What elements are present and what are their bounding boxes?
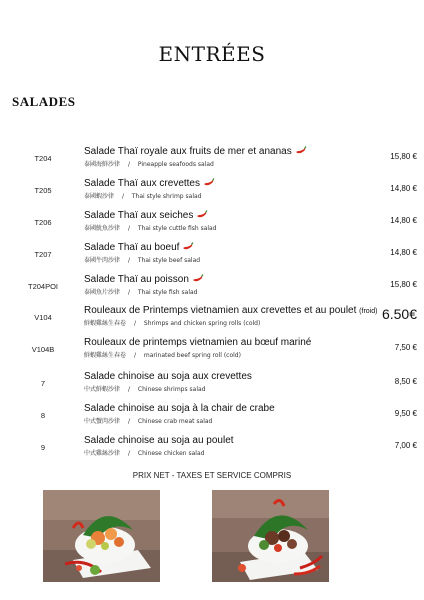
item-english-name: Thai style beef salad — [137, 257, 201, 264]
menu-item — [0, 305, 424, 335]
item-english-name: Pineapple seafoods salad — [137, 161, 214, 168]
item-subtitle — [84, 287, 197, 296]
item-code: T207 — [34, 250, 52, 259]
item-name-line — [84, 274, 204, 285]
dish-photo-left — [43, 490, 160, 582]
separator: / — [127, 450, 130, 457]
item-subtitle — [84, 416, 212, 425]
menu-item — [0, 371, 424, 401]
item-chinese-name: 中式鮮蝦沙律 — [84, 386, 121, 393]
menu-item — [0, 337, 424, 367]
item-subtitle — [84, 159, 214, 168]
item-name-line — [84, 178, 215, 189]
item-name: Salade chinoise au soja aux crevettes — [84, 371, 252, 382]
item-name: Rouleaux de Printemps vietnamien aux crevettes et au poulet — [84, 305, 357, 316]
item-chinese-name: 泰國蝦沙律 — [84, 193, 115, 200]
item-english-name: Chinese shrimps salad — [137, 386, 206, 393]
item-price: 7,00 € — [394, 441, 417, 450]
chili-icon — [203, 178, 215, 187]
item-chinese-name: 鮮蝦雞絲生春卷 — [84, 320, 127, 327]
item-english-name: Chinese chicken salad — [137, 450, 205, 457]
item-chinese-name: 鮮蝦雞絲生春卷 — [84, 352, 127, 359]
item-price: 14,80 € — [390, 248, 417, 257]
item-note: (froid) — [359, 308, 378, 315]
item-name: Rouleaux de printemps vietnamien au bœuf mariné — [84, 337, 312, 348]
item-code: 7 — [40, 379, 46, 388]
separator: / — [127, 418, 130, 425]
item-name: Salade Thaï royale aux fruits de mer et ananas — [84, 146, 292, 157]
item-chinese-name: 泰國海鮮沙律 — [84, 161, 121, 168]
item-subtitle — [84, 350, 241, 359]
chili-icon — [295, 146, 307, 155]
separator: / — [127, 257, 130, 264]
item-chinese-name: 泰國魷魚沙律 — [84, 225, 121, 232]
menu-item — [0, 403, 424, 433]
chili-icon — [192, 274, 204, 283]
item-name: Salade Thaï aux seiches — [84, 210, 194, 221]
item-name-line — [84, 305, 377, 316]
item-subtitle — [84, 255, 200, 264]
item-code: V104 — [34, 313, 52, 322]
item-price: 6.50€ — [381, 306, 417, 322]
item-subtitle — [84, 223, 217, 232]
item-english-name: marinated beef spring roll (cold) — [143, 352, 241, 359]
item-name-line — [84, 435, 234, 446]
item-price: 15,80 € — [390, 280, 417, 289]
item-name-line — [84, 371, 252, 382]
menu-item — [0, 178, 424, 208]
item-english-name: Thai style shrimp salad — [131, 193, 202, 200]
menu-item — [0, 210, 424, 240]
item-subtitle — [84, 318, 260, 327]
separator: / — [127, 225, 130, 232]
item-code: 8 — [40, 411, 46, 420]
separator: / — [121, 193, 124, 200]
item-subtitle — [84, 384, 205, 393]
price-note: PRIX NET - TAXES ET SERVICE COMPRIS — [132, 471, 292, 480]
item-name: Salade chinoise au soja au poulet — [84, 435, 234, 446]
item-price: 7,50 € — [394, 343, 417, 352]
chili-icon — [196, 210, 208, 219]
separator: / — [133, 320, 136, 327]
item-name: Salade Thaï au boeuf — [84, 242, 180, 253]
item-name: Salade Thaï au poisson — [84, 274, 189, 285]
item-chinese-name: 泰國牛肉沙律 — [84, 257, 121, 264]
item-chinese-name: 中式蟹肉沙律 — [84, 418, 121, 425]
item-subtitle — [84, 191, 201, 200]
item-name-line — [84, 146, 307, 157]
item-chinese-name: 泰國魚片沙律 — [84, 289, 121, 296]
separator: / — [127, 161, 130, 168]
item-name: Salade chinoise au soja à la chair de crabe — [84, 403, 275, 414]
item-code: T204 — [34, 154, 52, 163]
item-english-name: Shrimps and chicken spring rolls (cold) — [143, 320, 261, 327]
item-code: 9 — [40, 443, 46, 452]
item-name-line — [84, 242, 194, 253]
item-chinese-name: 中式雞絲沙律 — [84, 450, 121, 457]
item-code: V104B — [31, 345, 55, 354]
item-english-name: Thai style cuttle fish salad — [137, 225, 217, 232]
separator: / — [127, 386, 130, 393]
item-name: Salade Thaï aux crevettes — [84, 178, 200, 189]
dish-photo-right — [212, 490, 329, 582]
menu-item — [0, 146, 424, 176]
item-name-line — [84, 210, 208, 221]
item-english-name: Chinese crab meat salad — [137, 418, 213, 425]
item-english-name: Thai style fish salad — [137, 289, 198, 296]
item-price: 14,80 € — [390, 216, 417, 225]
item-price: 9,50 € — [394, 409, 417, 418]
photo-beef-salad — [212, 490, 329, 582]
item-name-line — [84, 403, 275, 414]
item-code: T205 — [34, 186, 52, 195]
item-name-line — [84, 337, 311, 348]
page-title: ENTRÉES — [158, 42, 266, 66]
item-subtitle — [84, 448, 204, 457]
separator: / — [133, 352, 136, 359]
section-heading: SALADES — [12, 94, 76, 109]
separator: / — [127, 289, 130, 296]
photo-shrimp-salad — [43, 490, 160, 582]
item-price: 15,80 € — [390, 152, 417, 161]
item-code: T204POI — [27, 282, 58, 291]
item-price: 8,50 € — [394, 377, 417, 386]
menu-item — [0, 274, 424, 304]
menu-item — [0, 242, 424, 272]
item-code: T206 — [34, 218, 52, 227]
menu-item — [0, 435, 424, 465]
chili-icon — [182, 242, 194, 251]
item-price: 14,80 € — [390, 184, 417, 193]
